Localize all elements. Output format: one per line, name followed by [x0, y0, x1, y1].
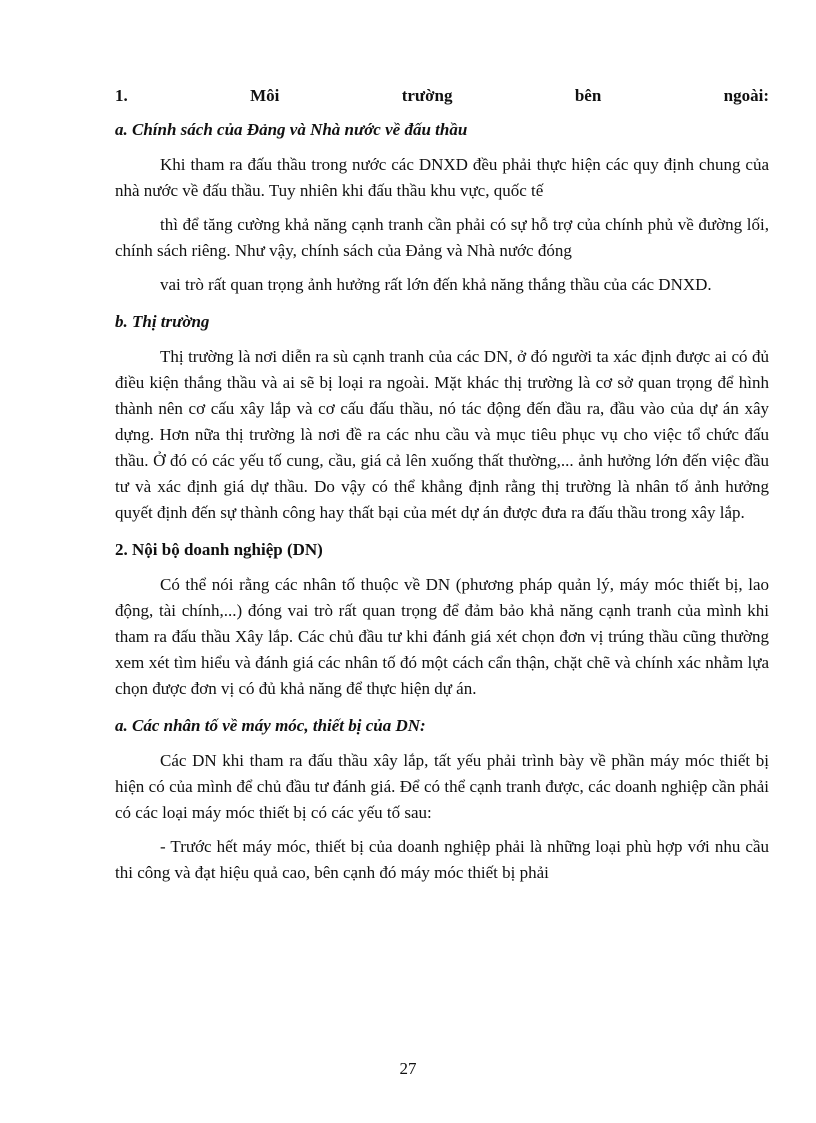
section-1-heading: [115, 84, 769, 108]
heading-part: ngoài:: [723, 86, 769, 105]
paragraph: - Trước hết máy móc, thiết bị của doanh nghiệp phải là những loại phù hợp với nhu cầu thi công và đạt hiệu quả cao, bên cạnh đó máy móc thiết bị phải: [115, 837, 769, 882]
paragraph: Có thể nói rằng các nhân tố thuộc về DN (phương pháp quản lý, máy móc thiết bị, lao động, tài chính,...) đóng vai trò rất quan trọng để đảm bảo khả năng cạnh tranh của mình khi tham ra đấu thầu Xây lắp. Các chủ đầu tư khi đánh giá xét chọn đơn vị trúng thầu cũng thường xem xét tìm hiểu và đánh giá các nhân tố đó một cách cẩn thận, chặt chẽ và chính xác nhằm lựa chọn được đơn vị có đủ khả năng để thực hiện dự án.: [115, 575, 769, 698]
paragraph: vai trò rất quan trọng ảnh hưởng rất lớn đến khả năng thắng thầu của các DNXD.: [160, 275, 712, 294]
page-number: 27: [399, 1059, 417, 1078]
document-page: [115, 84, 769, 894]
paragraph: Thị trường là nơi diễn ra sù cạnh tranh của các DN, ở đó người ta xác định được ai có đủ điều kiện thắng thầu và ai sẽ bị loại ra ngoài. Mặt khác thị trường là cơ sở quan trọng để hình thành nên cơ cấu xây lắp và cơ cấu đấu thầu, nó tác động đến đầu ra, đầu vào của dự án xây dựng. Hơn nữa thị trường là nơi đề ra các nhu cầu và mục tiêu phục vụ cho việc tổ chức đấu thầu. Ở đó có các yếu tố cung, cầu, giá cả lên xuống thất thường,... ảnh hưởng lớn đến việc đầu tư và xác định giá dự thầu. Do vậy có thể khẳng định rằng thị trường là nhân tố ảnh hưởng quyết định đến sự thành công hay thất bại của mét dự án được đưa ra đấu thầu trong xây lắp.: [115, 347, 769, 522]
heading-part: 1.: [115, 86, 128, 105]
section-2-heading: 2. Nội bộ doanh nghiệp (DN): [115, 540, 323, 559]
subsection-a-heading: a. Chính sách của Đảng và Nhà nước về đấu thầu: [115, 120, 468, 139]
paragraph: Khi tham ra đấu thầu trong nước các DNXD đều phải thực hiện các quy định chung của nhà nước về đấu thầu. Tuy nhiên khi đấu thầu khu vực, quốc tế: [115, 155, 769, 200]
paragraph: Các DN khi tham ra đấu thầu xây lắp, tất yếu phải trình bày về phần máy móc thiết bị hiện có của mình để chủ đầu tư đánh giá. Để có thể cạnh tranh được, các doanh nghiệp cần phải có các loại máy móc thiết bị có các yếu tố sau:: [115, 751, 769, 822]
subsection-2a-heading: a. Các nhân tố về máy móc, thiết bị của DN:: [115, 716, 426, 735]
paragraph: thì để tăng cường khả năng cạnh tranh cần phải có sự hỗ trợ của chính phủ về đường lối, chính sách riêng. Như vậy, chính sách của Đảng và Nhà nước đóng: [115, 215, 769, 260]
heading-part: bên: [574, 86, 602, 105]
subsection-b-heading: b. Thị trường: [115, 312, 210, 331]
heading-part: trường: [401, 86, 453, 105]
heading-part: Môi: [250, 86, 280, 105]
